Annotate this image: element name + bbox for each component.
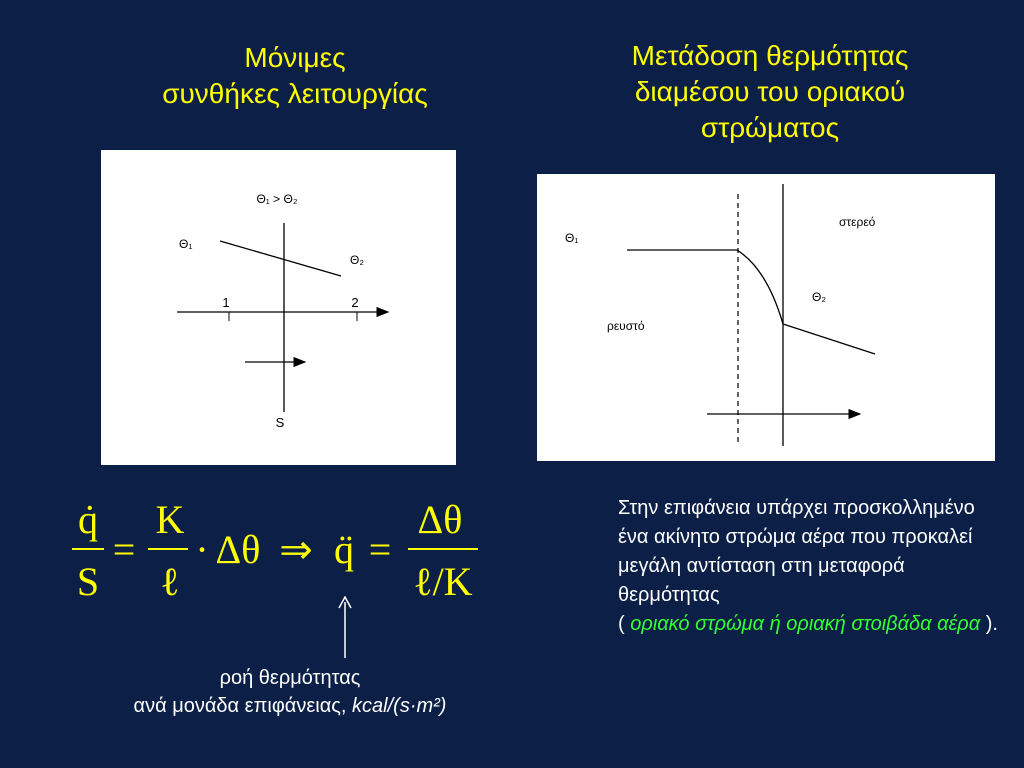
theta1-label: Θ₁: [179, 237, 193, 251]
left-heading-line2: συνθήκες λειτουργίας: [162, 78, 428, 109]
condition-label: Θ₁ > Θ₂: [256, 192, 298, 206]
flux-caption-line2: [50, 692, 530, 720]
point-2-label: 2: [351, 295, 359, 310]
explanation-highlight: οριακό στρώμα ή οριακή στοιβάδα αέρα: [630, 613, 981, 635]
temperature-profile-line: [220, 241, 341, 276]
formula-equals-2: =: [368, 527, 392, 572]
flux-caption: [50, 664, 530, 720]
wall-diagram: [101, 150, 456, 465]
boundary-layer-panel: [537, 174, 995, 461]
theta1-label: Θ₁: [565, 231, 579, 245]
explanation-text: [618, 494, 998, 639]
formula-dot: ·: [195, 527, 209, 572]
wall-label: S: [275, 415, 285, 430]
flux-pointer-arrow: [335, 596, 355, 660]
theta2-label: Θ₂: [812, 290, 826, 304]
right-heading: [560, 38, 980, 146]
flux-caption-unit: kcal/(s·m²): [352, 695, 447, 717]
formula-delta-theta-1: Δθ: [215, 527, 261, 572]
flux-caption-line1: ροή θερμότητας: [219, 667, 361, 689]
explanation-close-paren: ).: [985, 613, 998, 635]
formula-ell-over-k: ℓ/K: [413, 559, 473, 604]
flux-caption-prefix: ανά μονάδα επιφάνειας,: [133, 695, 347, 717]
left-heading: [100, 40, 490, 112]
formula-equals-1: =: [112, 527, 136, 572]
formula-qddot: q̈: [334, 527, 354, 572]
heat-flux-formula: [62, 488, 492, 608]
formula-ell: ℓ: [160, 559, 180, 604]
right-heading-line2: διαμέσου του οριακού: [634, 76, 906, 107]
solid-label: στερεό: [839, 215, 876, 229]
right-heading-line1: Μετάδοση θερμότητας: [631, 40, 909, 71]
fluid-label: ρευστό: [607, 319, 645, 333]
explanation-open-paren: (: [618, 613, 625, 635]
wall-diagram-panel: [101, 150, 456, 465]
right-heading-line3: στρώματος: [700, 112, 840, 143]
formula-implies: ⇒: [279, 527, 313, 572]
formula-delta-theta-2: Δθ: [417, 497, 463, 542]
point-1-label: 1: [222, 295, 230, 310]
boundary-layer-diagram: [537, 174, 995, 461]
explanation-body: Στην επιφάνεια υπάρχει προσκολλημένο ένα ακίνητο στρώμα αέρα που προκαλεί μεγάλη αντίσταση στη μεταφορά θερμότητας: [618, 497, 975, 606]
temperature-profile-curve: [627, 250, 875, 354]
left-heading-line1: Μόνιμες: [244, 42, 346, 73]
formula-qdot: q̇: [78, 497, 98, 542]
theta2-label: Θ₂: [350, 253, 364, 267]
formula-s: S: [76, 559, 100, 604]
formula-k: K: [155, 497, 185, 542]
